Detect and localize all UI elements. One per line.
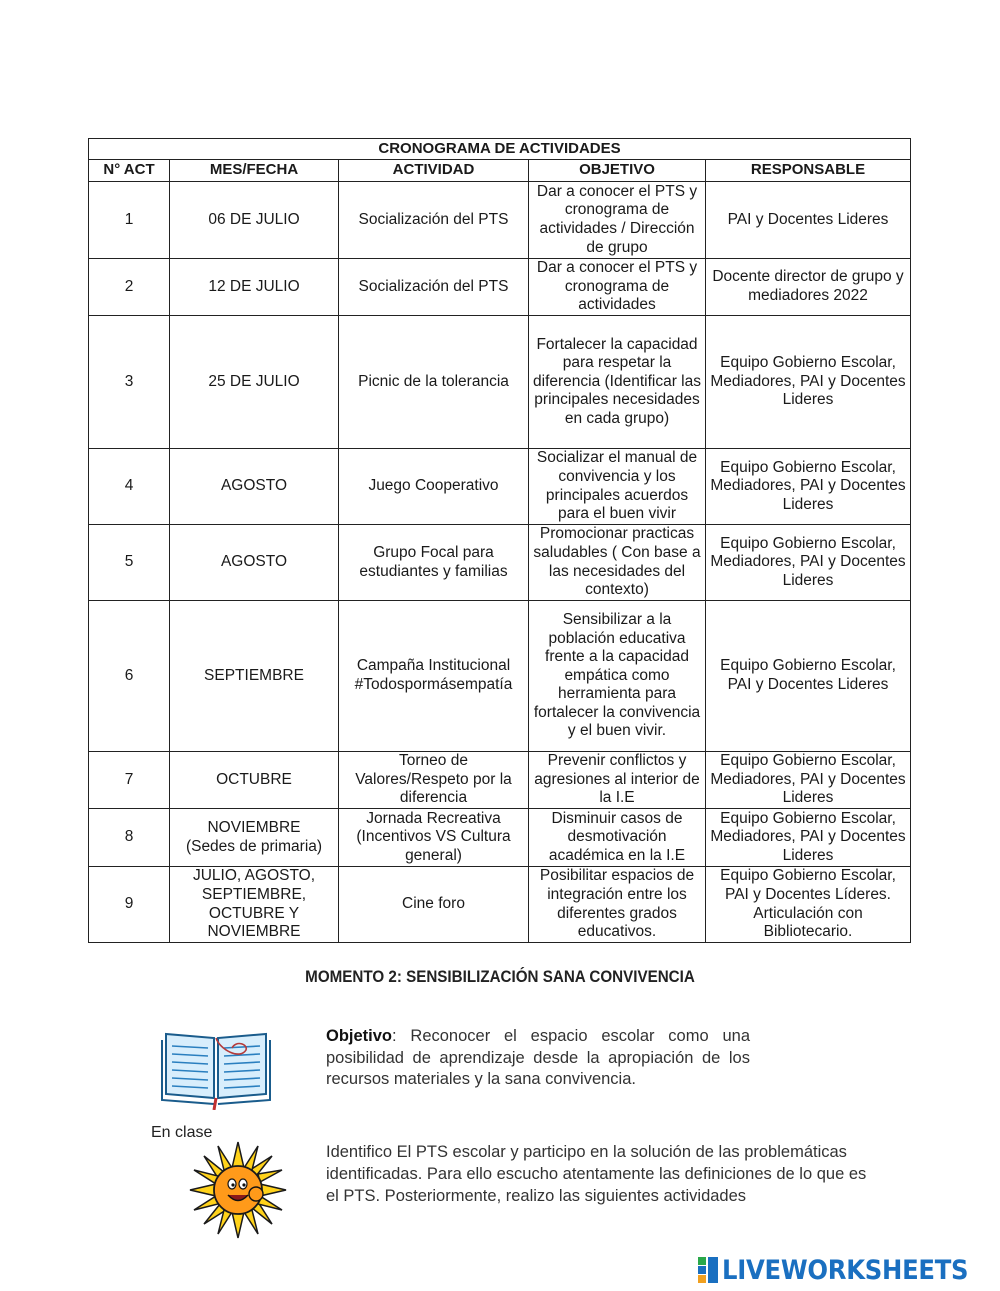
cell-fecha: NOVIEMBRE (Sedes de primaria) — [170, 809, 339, 867]
cell-actividad: Torneo de Valores/Respeto por la diferencia — [339, 752, 529, 809]
liveworksheets-logo-icon — [697, 1256, 719, 1284]
cell-num: 7 — [89, 752, 170, 809]
cell-objetivo: Sensibilizar a la población educativa frente a la capacidad empática como herramienta para fortalecer la convivencia y el buen vivir. — [529, 601, 706, 752]
header-fecha: MES/FECHA — [170, 160, 339, 182]
header-responsable: RESPONSABLE — [706, 160, 911, 182]
cell-actividad: Socialización del PTS — [339, 182, 529, 259]
cell-fecha: 06 DE JULIO — [170, 182, 339, 259]
cell-num: 4 — [89, 449, 170, 525]
sun-character-icon — [188, 1140, 288, 1240]
objective-label: Objetivo — [326, 1027, 393, 1045]
header-objetivo: OBJETIVO — [529, 160, 706, 182]
cell-num: 3 — [89, 316, 170, 449]
cell-num: 1 — [89, 182, 170, 259]
cell-actividad: Juego Cooperativo — [339, 449, 529, 525]
cell-objetivo: Fortalecer la capacidad para respetar la diferencia (Identificar las principales necesidades en cada grupo) — [529, 316, 706, 449]
cell-actividad: Jornada Recreativa (Incentivos VS Cultura general) — [339, 809, 529, 867]
table-row — [89, 867, 911, 943]
cell-responsable: Equipo Gobierno Escolar, PAI y Docentes Líderes. Articulación con Bibliotecario. — [706, 867, 911, 943]
table-row — [89, 449, 911, 525]
cell-actividad: Grupo Focal para estudiantes y familias — [339, 525, 529, 601]
table-row — [89, 316, 911, 449]
cell-responsable: Docente director de grupo y mediadores 2022 — [706, 259, 911, 316]
section-title: MOMENTO 2: SENSIBILIZACIÓN SANA CONVIVENCIA — [305, 968, 695, 986]
table-row — [89, 525, 911, 601]
cell-objetivo: Promocionar practicas saludables ( Con base a las necesidades del contexto) — [529, 525, 706, 601]
cell-objetivo: Disminuir casos de desmotivación académica en la I.E — [529, 809, 706, 867]
cell-responsable: Equipo Gobierno Escolar, Mediadores, PAI y Docentes Lideres — [706, 449, 911, 525]
table-title: CRONOGRAMA DE ACTIVIDADES — [89, 139, 911, 160]
cell-fecha: SEPTIEMBRE — [170, 601, 339, 752]
liveworksheets-brand[interactable] — [697, 1254, 996, 1286]
cell-responsable: Equipo Gobierno Escolar, PAI y Docentes Lideres — [706, 601, 911, 752]
instructions-paragraph: Identifico El PTS escolar y participo en la solución de las problemáticas identificadas. Para ello escucho atentamente las definiciones de lo que es el PTS. Posteriormente, realizo las siguientes actividades — [326, 1143, 867, 1205]
cell-num: 8 — [89, 809, 170, 867]
table-row — [89, 259, 911, 316]
table-row — [89, 752, 911, 809]
cell-num: 5 — [89, 525, 170, 601]
table-row — [89, 809, 911, 867]
cell-objetivo: Socializar el manual de convivencia y los principales acuerdos para el buen vivir — [529, 449, 706, 525]
cell-actividad: Cine foro — [339, 867, 529, 943]
cell-responsable: Equipo Gobierno Escolar, Mediadores, PAI y Docentes Lideres — [706, 809, 911, 867]
cell-objetivo: Prevenir conflictos y agresiones al interior de la I.E — [529, 752, 706, 809]
cell-fecha: 12 DE JULIO — [170, 259, 339, 316]
cell-num: 9 — [89, 867, 170, 943]
cell-fecha: OCTUBRE — [170, 752, 339, 809]
objective-text: : Reconocer el espacio escolar como una posibilidad de aprendizaje desde la apropiación de los recursos materiales y la sana convivencia. — [326, 1027, 750, 1088]
table-row — [89, 182, 911, 259]
cell-objetivo: Posibilitar espacios de integración entre los diferentes grados educativos. — [529, 867, 706, 943]
cell-responsable: Equipo Gobierno Escolar, Mediadores, PAI y Docentes Lideres — [706, 752, 911, 809]
schedule-table — [88, 138, 911, 943]
cell-num: 2 — [89, 259, 170, 316]
cell-num: 6 — [89, 601, 170, 752]
cell-actividad: Socialización del PTS — [339, 259, 529, 316]
open-book-icon — [160, 1020, 272, 1110]
cell-actividad: Picnic de la tolerancia — [339, 316, 529, 449]
cell-fecha: AGOSTO — [170, 525, 339, 601]
objective-paragraph — [326, 1026, 750, 1091]
header-num: N° ACT — [89, 160, 170, 182]
cell-fecha: AGOSTO — [170, 449, 339, 525]
cell-responsable: Equipo Gobierno Escolar, Mediadores, PAI y Docentes Lideres — [706, 316, 911, 449]
cell-fecha: JULIO, AGOSTO, SEPTIEMBRE, OCTUBRE Y NOVIEMBRE — [170, 867, 339, 943]
liveworksheets-wordmark: LIVEWORKSHEETS — [722, 1254, 969, 1286]
cell-objetivo: Dar a conocer el PTS y cronograma de actividades / Dirección de grupo — [529, 182, 706, 259]
cell-responsable: Equipo Gobierno Escolar, Mediadores, PAI y Docentes Lideres — [706, 525, 911, 601]
en-clase-label: En clase — [151, 1124, 213, 1141]
cell-responsable: PAI y Docentes Lideres — [706, 182, 911, 259]
cell-actividad: Campaña Institucional #Todospormásempatía — [339, 601, 529, 752]
header-actividad: ACTIVIDAD — [339, 160, 529, 182]
table-row — [89, 601, 911, 752]
cell-fecha: 25 DE JULIO — [170, 316, 339, 449]
cell-objetivo: Dar a conocer el PTS y cronograma de actividades — [529, 259, 706, 316]
